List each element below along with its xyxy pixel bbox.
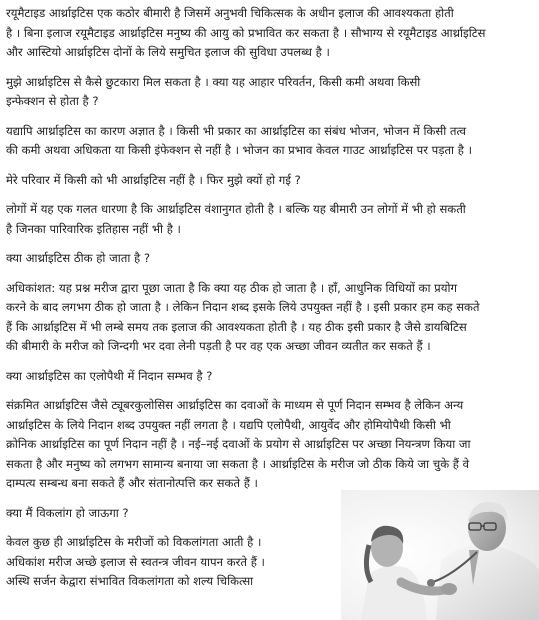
doctor-child-photo — [341, 490, 539, 620]
answer-paragraph: अधिकांशत: यह प्रश्न मरीज द्वारा पूछा जाता है कि क्या यह ठीक हो जाता है । हाँ, आधुनिक विधियों का प्रयोग करने के बाद लगभग ठीक हो जाता है । लेकिन निदान शब्द इसके लिये उपयुक्त नहीं है । इसी प्रकार हम कह सकते हैं कि आर्थ्राइटिस में भी लम्बे समय तक इलाज की आवश्यकता होती है । यह ठीक इसी प्रकार है जैसे डायबिटिस की बीमारी के मरीज को जिन्दगी भर दवा लेनी पड़ती है पर वह एक अच्छा जीवन व्यतीत कर सकते हैं । — [6, 280, 480, 353]
question-heading: क्या मैं विकलांग हो जाऊगा ? — [6, 505, 129, 520]
answer-paragraph: लोगों में यह एक गलत धारणा है कि आर्थ्राइटिस वंशानुगत होती है । बल्कि यह बीमारी उन लोगों में भी हो सकती है जिनका पारिवारिक इतिहास नहीं भी है । — [6, 202, 466, 236]
question-heading: मेरे परिवार में किसी को भी आर्थ्राइटिस नहीं है । फिर मुझे क्यों हो गई ? — [6, 172, 301, 187]
answer-paragraph: यद्यापि आर्थ्राइटिस का कारण अज्ञात है । किसी भी प्रकार का आर्थ्राइटिस का संबंध भोजन, भोजन में किसी तत्व की कमी अथवा अधिकता या किसी इंफेक्शन से नहीं है । भोजन का प्रभाव केवल गाउट आर्थ्राइटिस पर पड़ता है । — [6, 123, 472, 157]
question-heading: मुझे आर्थ्राइटिस से कैसे छुटकारा मिल सकता है । क्या यह आहार परिवर्तन, किसी कमी अथवा किसी इन्फेक्शन से होता है ? — [6, 74, 421, 108]
paragraph-intro: रयूमैटाइड आर्थ्राइटिस एक कठोर बीमारी है जिसमें अनुभवी चिकित्सक के अधीन इलाज की आवश्यकता होती है । बिना इलाज रयूमैटाइड आर्थ्राइटिस मनुष्य की आयु को प्रभावित कर सकता है । सौभाग्य से रयूमैटाइड आर्थ्राइटिस और आस्टियो आर्थ्राइटिस दोनों के लिये समुचित इलाज की सुविधा उपलब्ध है । — [6, 6, 486, 59]
doctor-child-illustration — [341, 490, 539, 620]
answer-paragraph: केवल कुछ ही आर्थ्राइटिस के मरीजों को विकलांगता आती है । अधिकांश मरीज अच्छे इलाज से स्वतन्त्र जीवन यापन करते हैं । अस्थि सर्जन केद्वारा संभावित विकलांगता को शल्य चिकित्सा — [6, 535, 265, 588]
question-heading: क्या आर्थ्राइटिस ठीक हो जाता है ? — [6, 251, 151, 265]
answer-paragraph: संक्रमित आर्थ्राइटिस जैसे ट्यूबरकुलोसिस आर्थ्राइटिस का दवाओं के माध्यम से पूर्ण निदान सम्भव है लेकिन अन्य आर्थ्राइटिस के लिये निदान शब्द उपयुक्त नहीं लगता है । यद्यपि एलोपैथी, आयुर्वेद और होमियोपैथी किसी भी क्रोनिक आर्थ्राइटिस का पूर्ण निदान नहीं है । नई–नई दवाओं के प्रयोग से आर्थ्राइटिस पर अच्छा नियन्त्रण किया जा सकता है और मनुष्य को लगभग सामान्य बनाया जा सकता है । आर्थ्राइटिस के मरीज जो ठीक किये जा चुके हैं वे दाम्पत्य सम्बन्ध बना सकते हैं और संतानोत्पत्ति कर सकते हैं । — [6, 398, 471, 490]
question-heading: क्या आर्थ्राइटिस का एलोपैथी में निदान सम्भव है ? — [6, 368, 213, 383]
